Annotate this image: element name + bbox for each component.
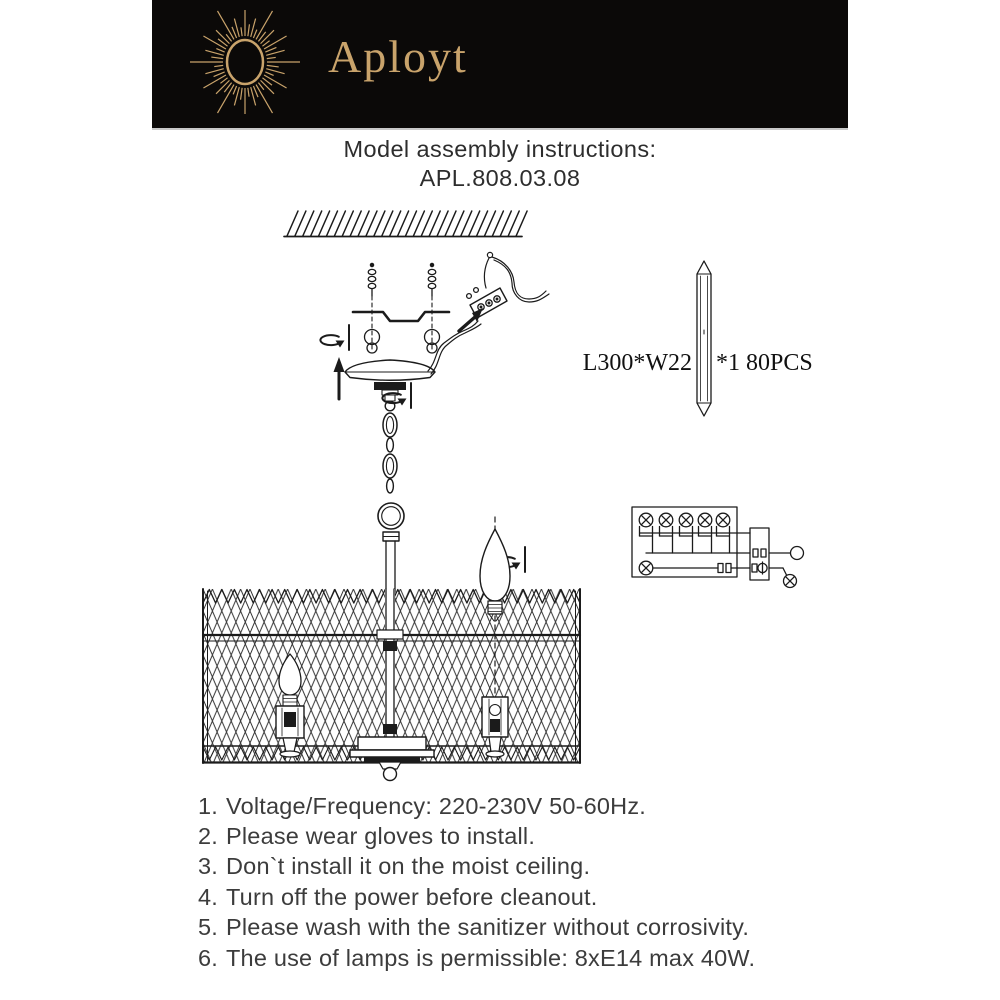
item-number: 6.: [198, 944, 218, 971]
model-number: APL.808.03.08: [419, 165, 581, 191]
chain: [383, 413, 397, 493]
item-number: 3.: [198, 853, 218, 880]
list-item: [198, 852, 898, 882]
ceiling-hatch: [287, 211, 527, 236]
banner-divider: [152, 128, 848, 130]
item-text: Don`t install it on the moist ceiling.: [226, 853, 591, 880]
item-text: Turn off the power before cleanout.: [226, 883, 598, 910]
brand-banner: [152, 0, 848, 128]
instruction-list: [198, 791, 898, 973]
part-size-label: L300*W22: [582, 350, 692, 376]
item-number: 4.: [198, 883, 218, 910]
mounting-bracket: [353, 312, 449, 321]
item-number: 5.: [198, 914, 218, 941]
item-text: Please wash with the sanitizer without corrosivity.: [226, 914, 750, 941]
item-text: Please wear gloves to install.: [226, 823, 536, 850]
list-item: [198, 791, 898, 821]
item-number: 2.: [198, 823, 218, 850]
hanging-ring: [378, 503, 404, 592]
rotate-arrow-icon: [320, 325, 349, 350]
crystal-strip: [697, 261, 711, 416]
item-number: 1.: [198, 792, 218, 819]
expansion-screws: [365, 263, 440, 353]
list-item: [198, 913, 898, 943]
item-text: Voltage/Frequency: 220-230V 50-60Hz.: [226, 792, 647, 819]
wiring-schematic: [632, 507, 804, 588]
assembly-diagram: [150, 195, 850, 800]
sunburst-center: [227, 40, 263, 84]
banner-decoration: [152, 0, 848, 128]
brand-logo-text: Aployt: [328, 31, 468, 82]
list-item: [198, 821, 898, 851]
part-qty-label: *1 80PCS: [716, 350, 813, 376]
page-title: Model assembly instructions:: [343, 136, 657, 162]
list-item: [198, 882, 898, 912]
list-item: [198, 943, 898, 973]
item-text: The use of lamps is permissible: 8xE14 max 40W.: [226, 944, 756, 971]
